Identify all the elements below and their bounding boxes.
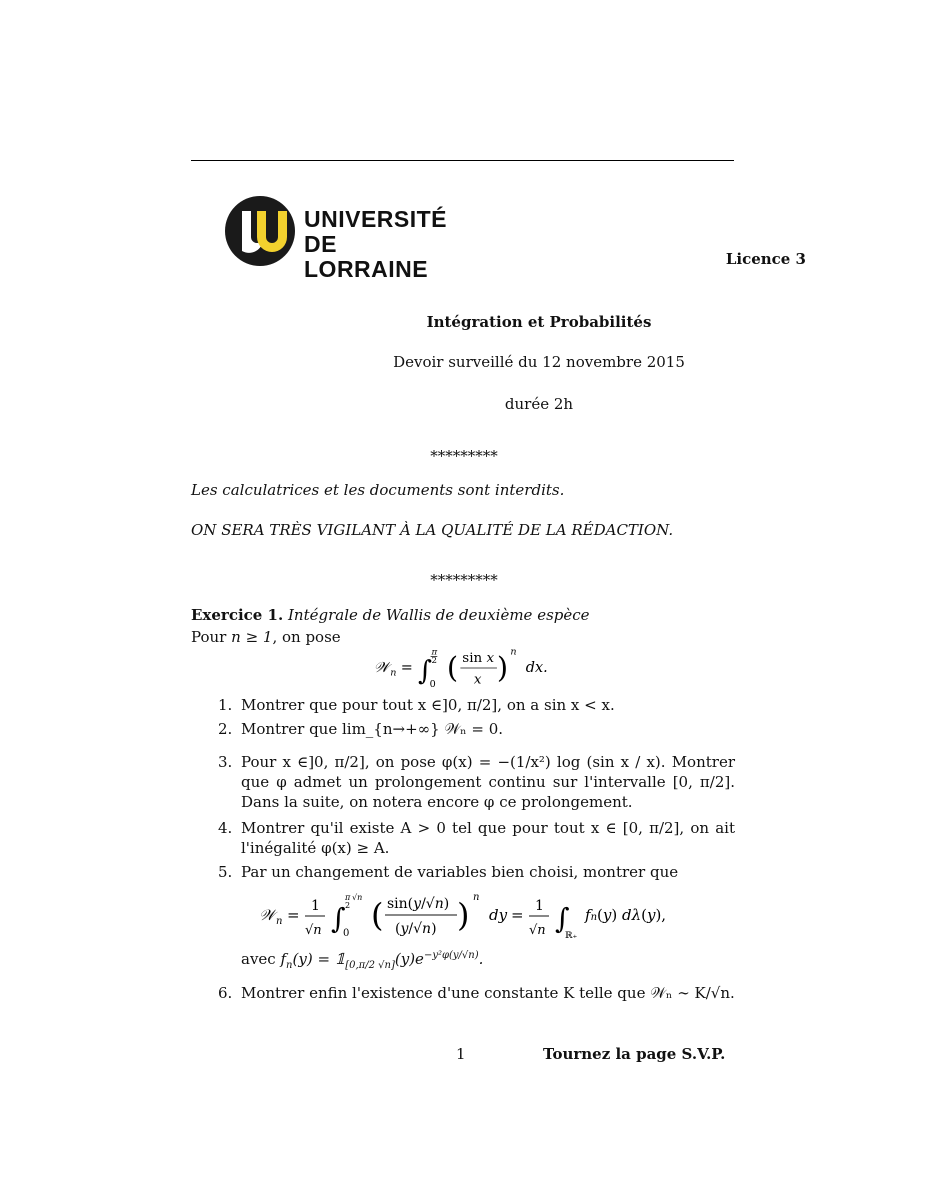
svg-text:sin x: sin x (462, 651, 495, 667)
wallis-definition-formula (370, 643, 570, 693)
question-4-text: Montrer qu'il existe A > 0 tel que pour tout x ∈ [0, π/2], on ait l'inégalité φ(x) ≥ A. (241, 819, 735, 857)
question-3 (218, 752, 735, 812)
svg-text:n: n (510, 646, 517, 658)
svg-text:2: 2 (431, 656, 438, 667)
svg-text:n: n (473, 892, 480, 903)
page-number: 1 (456, 1045, 466, 1063)
intro-condition: n ≥ 1 (231, 628, 273, 646)
exercise-heading (191, 606, 590, 624)
svg-text:2: 2 (345, 901, 351, 910)
svg-text:∫: ∫ (331, 902, 346, 935)
question-2-number: 2. (218, 720, 233, 738)
svg-text:𝒲: 𝒲 (373, 659, 389, 676)
question-3-text: Pour x ∈]0, π/2], on pose φ(x) = −(1/x²) log (sin x / x). Montrer que φ admet un prolongement continu sur l'intervalle [0, π/2]. Dans la suite, on notera encore φ ce prolongement. (241, 753, 735, 811)
separator-bottom: ********* (430, 571, 498, 589)
question-6 (218, 983, 735, 1003)
svg-text:(y/√n): (y/√n) (395, 921, 437, 937)
svg-text:ℝ₊: ℝ₊ (565, 931, 578, 941)
logo-emblem-icon (224, 195, 296, 267)
svg-text:sin(y/√n): sin(y/√n) (387, 896, 450, 912)
svg-text:π: π (345, 893, 351, 902)
svg-text:0: 0 (429, 679, 436, 691)
question-2-text: Montrer que lim_{n→+∞} 𝒲ₙ = 0. (241, 720, 504, 738)
exercise-title: Intégrale de Wallis de deuxième espèce (288, 606, 590, 624)
question-1-text: Montrer que pour tout x ∈]0, π/2], on a sin x < x. (241, 696, 615, 714)
svg-text:∫: ∫ (555, 902, 570, 935)
svg-text:√n: √n (305, 923, 322, 938)
question-1 (218, 695, 735, 715)
question-4 (218, 818, 735, 858)
change-of-variables-formula (259, 888, 719, 948)
intro-text: Pour (191, 628, 227, 646)
level-label: Licence 3 (725, 250, 806, 268)
svg-text:𝒲: 𝒲 (259, 906, 275, 924)
svg-text:n: n (276, 916, 283, 927)
svg-text:dy: dy (489, 906, 508, 924)
top-rule (191, 160, 734, 161)
question-2 (218, 719, 735, 739)
university-logo (224, 195, 448, 282)
svg-text:∫: ∫ (418, 655, 433, 687)
svg-text:): ) (457, 896, 470, 934)
exercise-intro (191, 628, 341, 646)
svg-text:0: 0 (343, 928, 350, 939)
avec-label: avec (241, 950, 276, 968)
rule-redaction: ON SERA TRÈS VIGILANT À LA QUALITÉ DE LA RÉDACTION. (191, 521, 674, 539)
svg-text:=: = (511, 906, 524, 924)
logo-text-line1: UNIVERSITÉ (304, 206, 448, 232)
question-4-number: 4. (218, 819, 233, 837)
svg-text:1: 1 (311, 898, 320, 914)
question-1-number: 1. (218, 696, 233, 714)
rule-calculators: Les calculatrices et les documents sont interdits. (191, 481, 565, 499)
turn-page-note: Tournez la page S.V.P. (543, 1045, 726, 1063)
svg-text:=: = (400, 659, 413, 676)
fn-definition: $f_n(y)$ = $𝟙_{[0,\pi/2 √n]}(y)e^{-y^2\varphi(y/√n)}$. (280, 950, 484, 971)
svg-text:): ) (496, 650, 509, 685)
course-title: Intégration et Probabilités (426, 313, 652, 331)
separator-top: ********* (430, 447, 498, 465)
svg-text:n: n (390, 667, 397, 679)
exam-date: Devoir surveillé du 12 novembre 2015 (393, 353, 685, 371)
question-5-number: 5. (218, 863, 233, 881)
svg-text:√n: √n (352, 893, 363, 902)
exercise-label: Exercice 1. (191, 606, 284, 624)
question-3-number: 3. (218, 753, 233, 771)
svg-text:x: x (473, 672, 482, 688)
question-6-number: 6. (218, 984, 233, 1002)
question-5-text: Par un changement de variables bien choisi, montrer que (241, 863, 679, 881)
svg-text:π: π (431, 647, 438, 658)
svg-text:dx.: dx. (525, 659, 548, 676)
svg-text:1: 1 (535, 898, 544, 914)
question-5 (218, 862, 735, 882)
exam-duration: durée 2h (504, 395, 574, 413)
logo-text-line2: DE LORRAINE (304, 231, 429, 282)
svg-text:fn(y) dλ(y),: fn(y) dλ(y), (585, 906, 667, 924)
intro-end: , on pose (272, 628, 341, 646)
question-6-text: Montrer enfin l'existence d'une constante K telle que 𝒲ₙ ∼ K/√n. (241, 984, 735, 1002)
indicator-definition (241, 950, 483, 971)
svg-text:(: ( (446, 650, 459, 685)
svg-text:√n: √n (529, 923, 546, 938)
svg-text:=: = (287, 906, 300, 924)
svg-text:(: ( (371, 896, 384, 934)
